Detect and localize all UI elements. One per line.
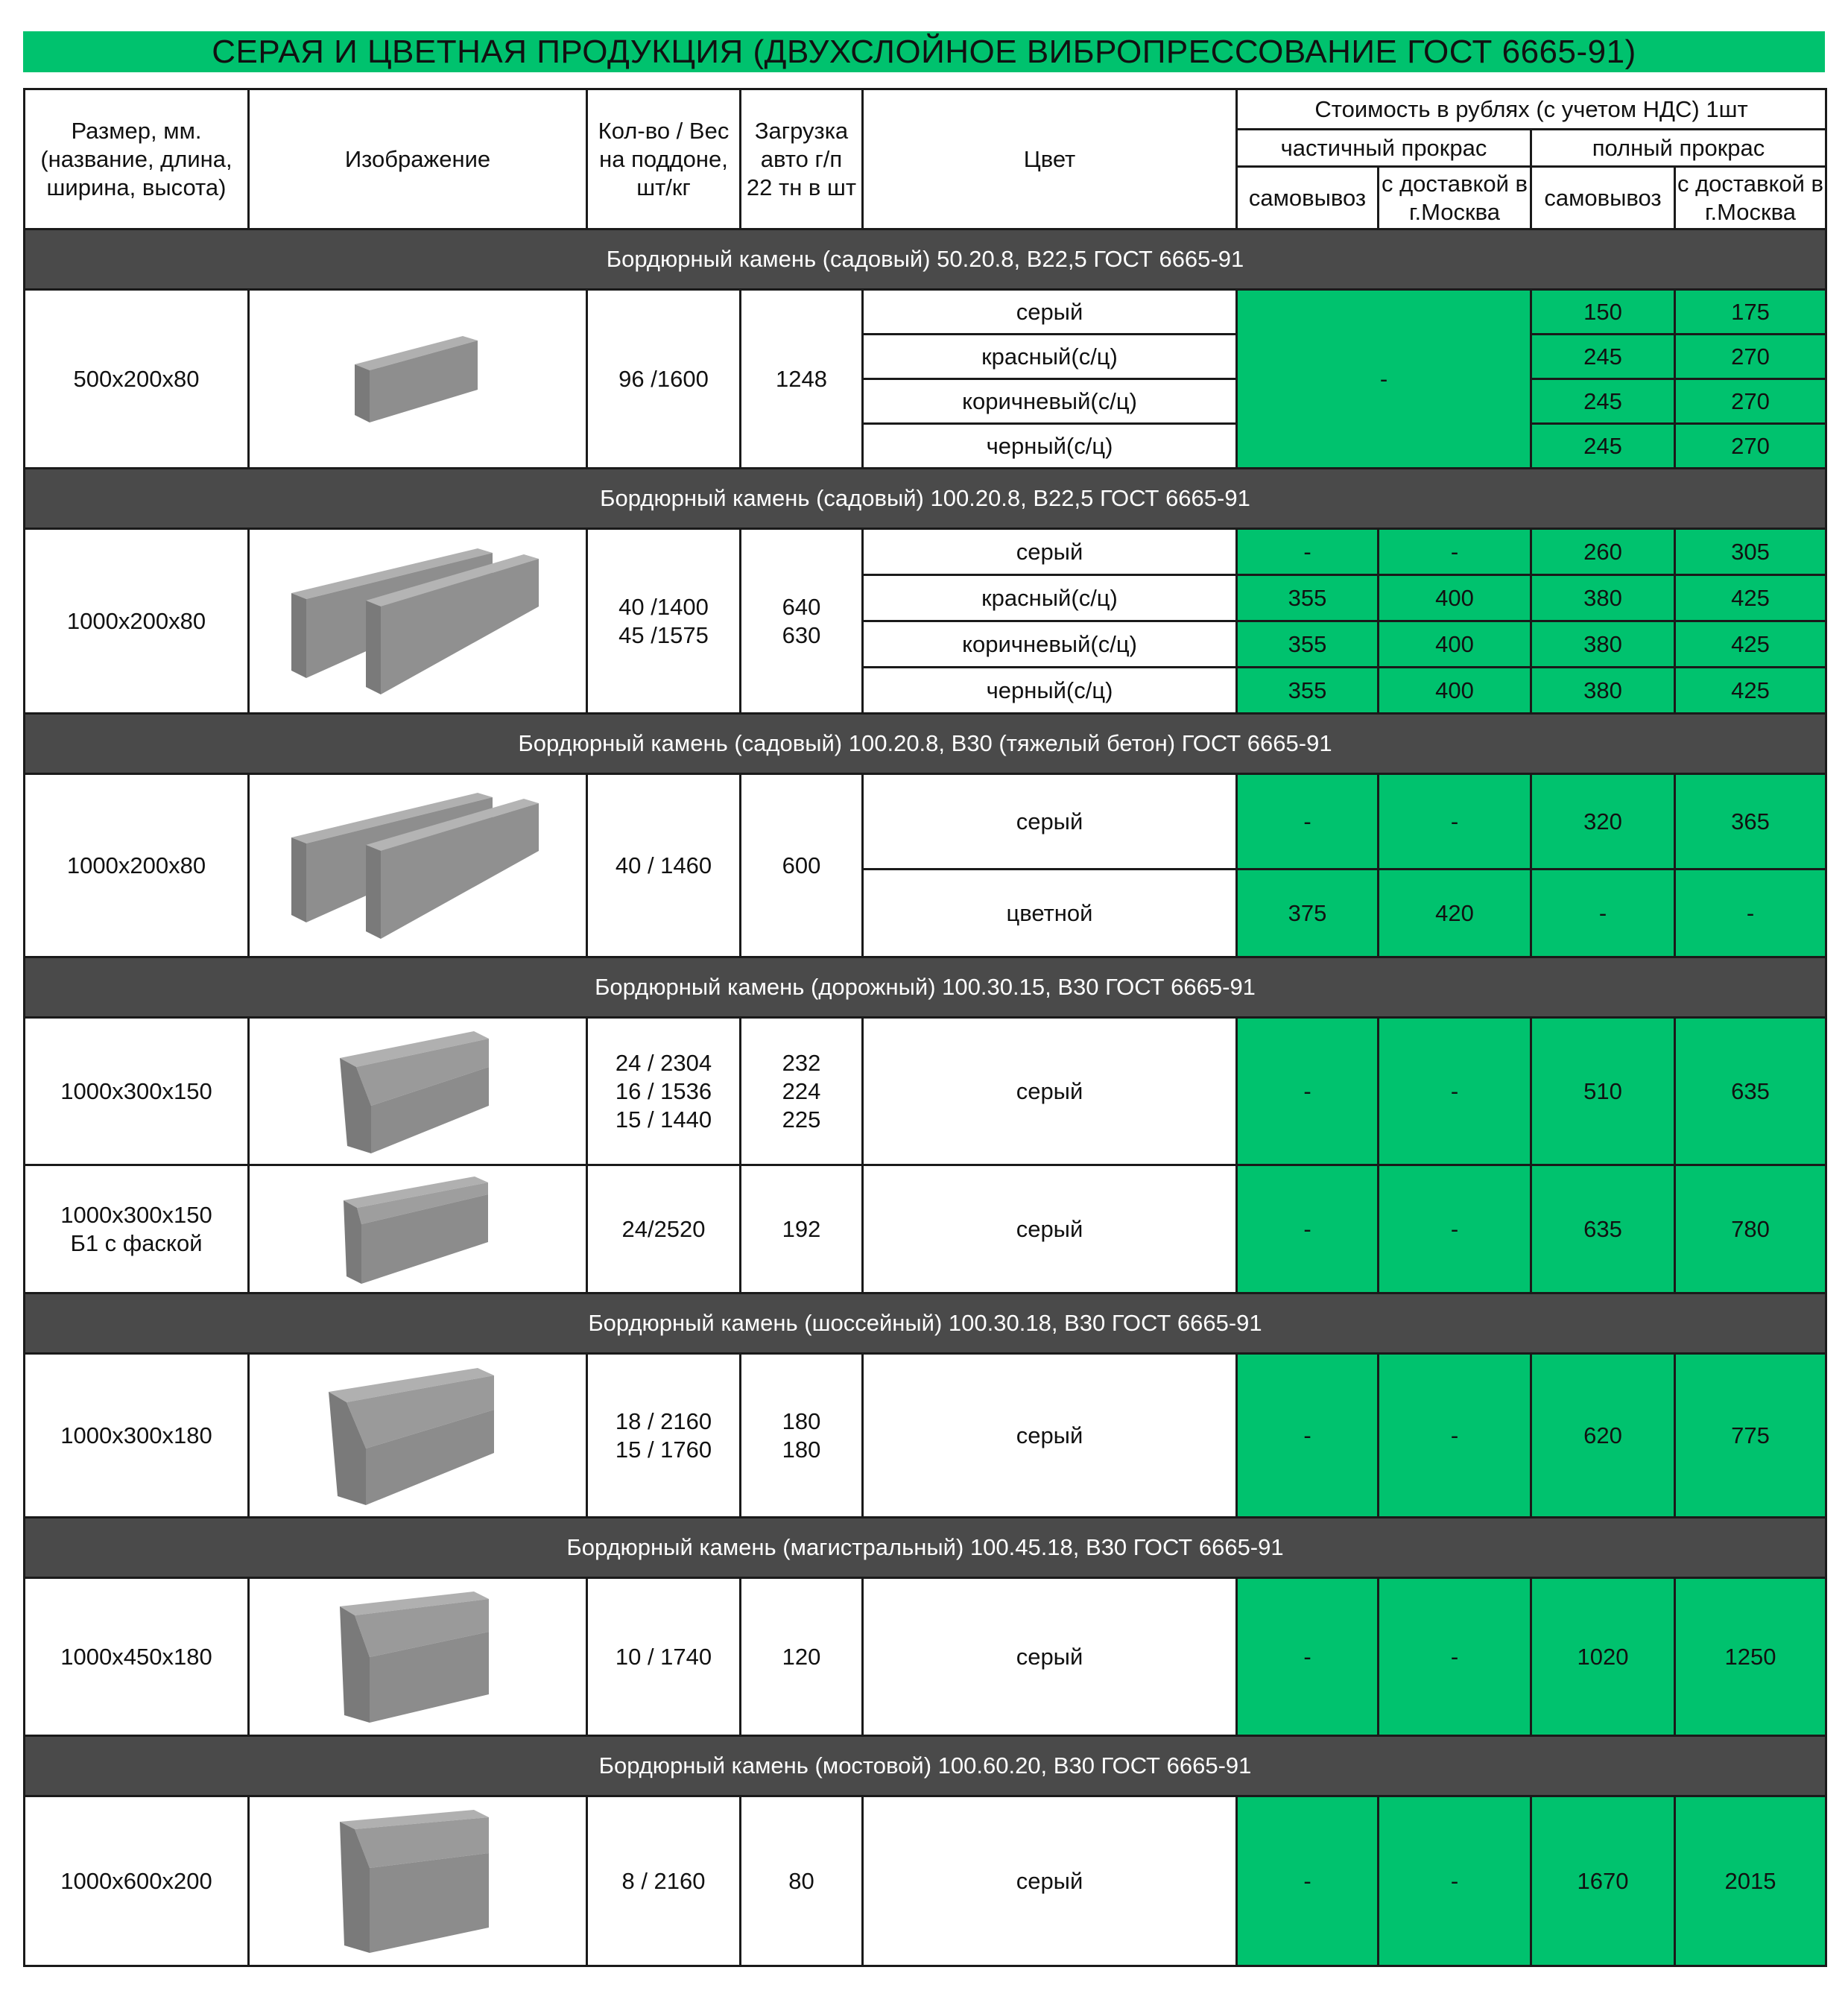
price-cell: - — [1237, 1796, 1379, 1966]
price-cell: - — [1675, 870, 1826, 957]
price-cell: - — [1531, 870, 1675, 957]
color-cell: коричневый(с/ц) — [863, 379, 1237, 424]
section-header — [25, 1518, 1826, 1578]
qty-cell: 40 / 1460 — [587, 774, 741, 957]
price-cell: 380 — [1531, 621, 1675, 668]
table-row — [25, 1578, 1826, 1736]
header-full-delivery: с доставкой в г.Москва — [1675, 167, 1826, 229]
load-line: 630 — [782, 621, 821, 648]
header-cost: Стоимость в рублях (с учетом НДС) 1шт — [1237, 89, 1826, 130]
section-header — [25, 1736, 1826, 1796]
section-title: Бордюрный камень (садовый) 100.20.8, В22,5 ГОСТ 6665-91 — [25, 469, 1826, 529]
header-qty: Кол-во / Вес на поддоне, шт/кг — [587, 89, 741, 229]
color-cell: черный(с/ц) — [863, 424, 1237, 469]
price-cell: - — [1237, 1578, 1379, 1736]
color-cell: серый — [863, 529, 1237, 575]
price-cell: - — [1379, 529, 1531, 575]
price-cell: 245 — [1531, 335, 1675, 379]
product-image — [249, 1578, 587, 1736]
price-cell: 635 — [1675, 1018, 1826, 1165]
section-title: Бордюрный камень (дорожный) 100.30.15, В30 ГОСТ 6665-91 — [25, 957, 1826, 1018]
section-title: Бордюрный камень (садовый) 100.20.8, В30 (тяжелый бетон) ГОСТ 6665-91 — [25, 714, 1826, 774]
load-line: 640 — [782, 593, 821, 620]
price-cell: - — [1379, 1165, 1531, 1293]
size-cell: 1000х600х200 — [25, 1796, 249, 1966]
price-cell: 380 — [1531, 575, 1675, 621]
header-full-pickup: самовывоз — [1531, 167, 1675, 229]
price-cell: - — [1379, 1354, 1531, 1518]
load-line: 180 — [782, 1436, 821, 1463]
size-cell: 500х200х80 — [25, 290, 249, 469]
load-cell: 600 — [741, 774, 863, 957]
load-cell: 80 — [741, 1796, 863, 1966]
color-cell: серый — [863, 1796, 1237, 1966]
price-cell: 375 — [1237, 870, 1379, 957]
price-cell: 620 — [1531, 1354, 1675, 1518]
price-cell: 775 — [1675, 1354, 1826, 1518]
price-cell: 1250 — [1675, 1578, 1826, 1736]
load-cell: 1248 — [741, 290, 863, 469]
price-cell: - — [1379, 1018, 1531, 1165]
header-color: Цвет — [863, 89, 1237, 229]
size-line: 1000х300х150 — [60, 1077, 212, 1104]
curb-stone-image — [340, 1590, 496, 1724]
curb-stone-image — [340, 1028, 496, 1155]
header-image: Изображение — [249, 89, 587, 229]
size-cell — [25, 1018, 249, 1165]
price-cell: 175 — [1675, 290, 1826, 335]
qty-cell — [587, 1165, 741, 1293]
qty-cell — [587, 529, 741, 714]
color-cell: серый — [863, 774, 1237, 870]
table-row — [25, 529, 1826, 575]
load-cell — [741, 1354, 863, 1518]
price-cell: 355 — [1237, 575, 1379, 621]
product-image — [249, 1165, 587, 1293]
price-cell: - — [1237, 1354, 1379, 1518]
price-cell: 270 — [1675, 424, 1826, 469]
price-cell: 400 — [1379, 668, 1531, 714]
size-cell: 1000х450х180 — [25, 1578, 249, 1736]
section-header — [25, 714, 1826, 774]
price-cell: 270 — [1675, 335, 1826, 379]
load-line: 232 — [782, 1049, 821, 1076]
qty-cell: 96 /1600 — [587, 290, 741, 469]
size-cell: 1000х200х80 — [25, 774, 249, 957]
load-line: 180 — [782, 1407, 821, 1434]
section-header — [25, 1293, 1826, 1354]
color-cell: красный(с/ц) — [863, 575, 1237, 621]
product-image — [249, 529, 587, 714]
qty-line: 24 / 2304 — [615, 1049, 712, 1076]
curb-stone-image — [344, 1174, 493, 1285]
color-cell: цветной — [863, 870, 1237, 957]
price-cell: - — [1379, 1578, 1531, 1736]
qty-line: 15 / 1760 — [615, 1436, 712, 1463]
section-title: Бордюрный камень (магистральный) 100.45.18, В30 ГОСТ 6665-91 — [25, 1518, 1826, 1578]
price-cell: 270 — [1675, 379, 1826, 424]
price-cell: 780 — [1675, 1165, 1826, 1293]
section-header — [25, 957, 1826, 1018]
size-cell: 1000х200х80 — [25, 529, 249, 714]
price-cell: - — [1237, 1018, 1379, 1165]
product-image — [249, 1796, 587, 1966]
header-partial: частичный прокрас — [1237, 130, 1531, 167]
price-cell: 400 — [1379, 621, 1531, 668]
table-row — [25, 1796, 1826, 1966]
color-cell: серый — [863, 290, 1237, 335]
header-load: Загрузка авто г/п 22 тн в шт — [741, 89, 863, 229]
color-cell: серый — [863, 1018, 1237, 1165]
price-cell: 150 — [1531, 290, 1675, 335]
qty-line: 24/2520 — [621, 1215, 706, 1242]
table-row — [25, 1018, 1826, 1165]
price-cell: 635 — [1531, 1165, 1675, 1293]
price-cell: 425 — [1675, 668, 1826, 714]
price-cell: 260 — [1531, 529, 1675, 575]
table-row — [25, 290, 1826, 335]
color-cell: серый — [863, 1578, 1237, 1736]
price-cell: 1670 — [1531, 1796, 1675, 1966]
qty-line: 18 / 2160 — [615, 1407, 712, 1434]
price-cell: 245 — [1531, 379, 1675, 424]
price-cell: 2015 — [1675, 1796, 1826, 1966]
price-cell: 305 — [1675, 529, 1826, 575]
qty-cell — [587, 1018, 741, 1165]
price-cell: 245 — [1531, 424, 1675, 469]
table-row — [25, 774, 1826, 870]
load-line: 192 — [782, 1215, 821, 1242]
color-cell: серый — [863, 1354, 1237, 1518]
section-header — [25, 469, 1826, 529]
curb-stone-image — [340, 1808, 496, 1954]
price-cell: - — [1379, 774, 1531, 870]
section-header — [25, 229, 1826, 290]
color-cell: серый — [863, 1165, 1237, 1293]
qty-cell — [587, 1354, 741, 1518]
load-cell — [741, 1165, 863, 1293]
price-cell: 425 — [1675, 621, 1826, 668]
price-cell: 355 — [1237, 668, 1379, 714]
product-image — [249, 774, 587, 957]
load-line: 224 — [782, 1077, 821, 1104]
price-table — [23, 88, 1827, 1967]
load-cell: 120 — [741, 1578, 863, 1736]
price-cell: 380 — [1531, 668, 1675, 714]
price-cell: - — [1237, 290, 1531, 469]
price-cell: 1020 — [1531, 1578, 1675, 1736]
header-full: полный прокрас — [1531, 130, 1826, 167]
curb-stone-image — [291, 791, 545, 940]
price-cell: 510 — [1531, 1018, 1675, 1165]
size-cell — [25, 1165, 249, 1293]
load-cell — [741, 1018, 863, 1165]
size-line: 1000х300х150 — [60, 1201, 212, 1228]
price-cell: - — [1237, 1165, 1379, 1293]
load-line: 225 — [782, 1106, 821, 1133]
product-image — [249, 1354, 587, 1518]
qty-line: 45 /1575 — [618, 621, 709, 648]
color-cell: черный(с/ц) — [863, 668, 1237, 714]
price-cell: 355 — [1237, 621, 1379, 668]
price-cell: 320 — [1531, 774, 1675, 870]
section-title: Бордюрный камень (шоссейный) 100.30.18, В30 ГОСТ 6665-91 — [25, 1293, 1826, 1354]
header-size: Размер, мм. (название, длина, ширина, высота) — [25, 89, 249, 229]
page-title: СЕРАЯ И ЦВЕТНАЯ ПРОДУКЦИЯ (ДВУХСЛОЙНОЕ ВИБРОПРЕССОВАНИЕ ГОСТ 6665-91) — [23, 31, 1825, 72]
product-image — [249, 290, 587, 469]
price-cell: - — [1237, 529, 1379, 575]
price-cell: 425 — [1675, 575, 1826, 621]
size-line: Б1 с фаской — [70, 1229, 203, 1256]
price-cell: - — [1237, 774, 1379, 870]
load-cell — [741, 529, 863, 714]
qty-line: 16 / 1536 — [615, 1077, 712, 1104]
qty-cell: 8 / 2160 — [587, 1796, 741, 1966]
product-image — [249, 1018, 587, 1165]
qty-cell: 10 / 1740 — [587, 1578, 741, 1736]
color-cell: красный(с/ц) — [863, 335, 1237, 379]
header-partial-delivery: с доставкой в г.Москва — [1379, 167, 1531, 229]
table-row — [25, 1354, 1826, 1518]
size-cell: 1000х300х180 — [25, 1354, 249, 1518]
price-cell: 420 — [1379, 870, 1531, 957]
table-row — [25, 1165, 1826, 1293]
price-cell: 365 — [1675, 774, 1826, 870]
color-cell: коричневый(с/ц) — [863, 621, 1237, 668]
curb-stone-image — [351, 335, 485, 424]
section-title: Бордюрный камень (мостовой) 100.60.20, В30 ГОСТ 6665-91 — [25, 1736, 1826, 1796]
qty-line: 15 / 1440 — [615, 1106, 712, 1133]
price-cell: 400 — [1379, 575, 1531, 621]
section-title: Бордюрный камень (садовый) 50.20.8, В22,5 ГОСТ 6665-91 — [25, 229, 1826, 290]
curb-stone-image — [291, 547, 545, 696]
header-partial-pickup: самовывоз — [1237, 167, 1379, 229]
price-cell: - — [1379, 1796, 1531, 1966]
qty-line: 40 /1400 — [618, 593, 709, 620]
curb-stone-image — [329, 1365, 507, 1507]
